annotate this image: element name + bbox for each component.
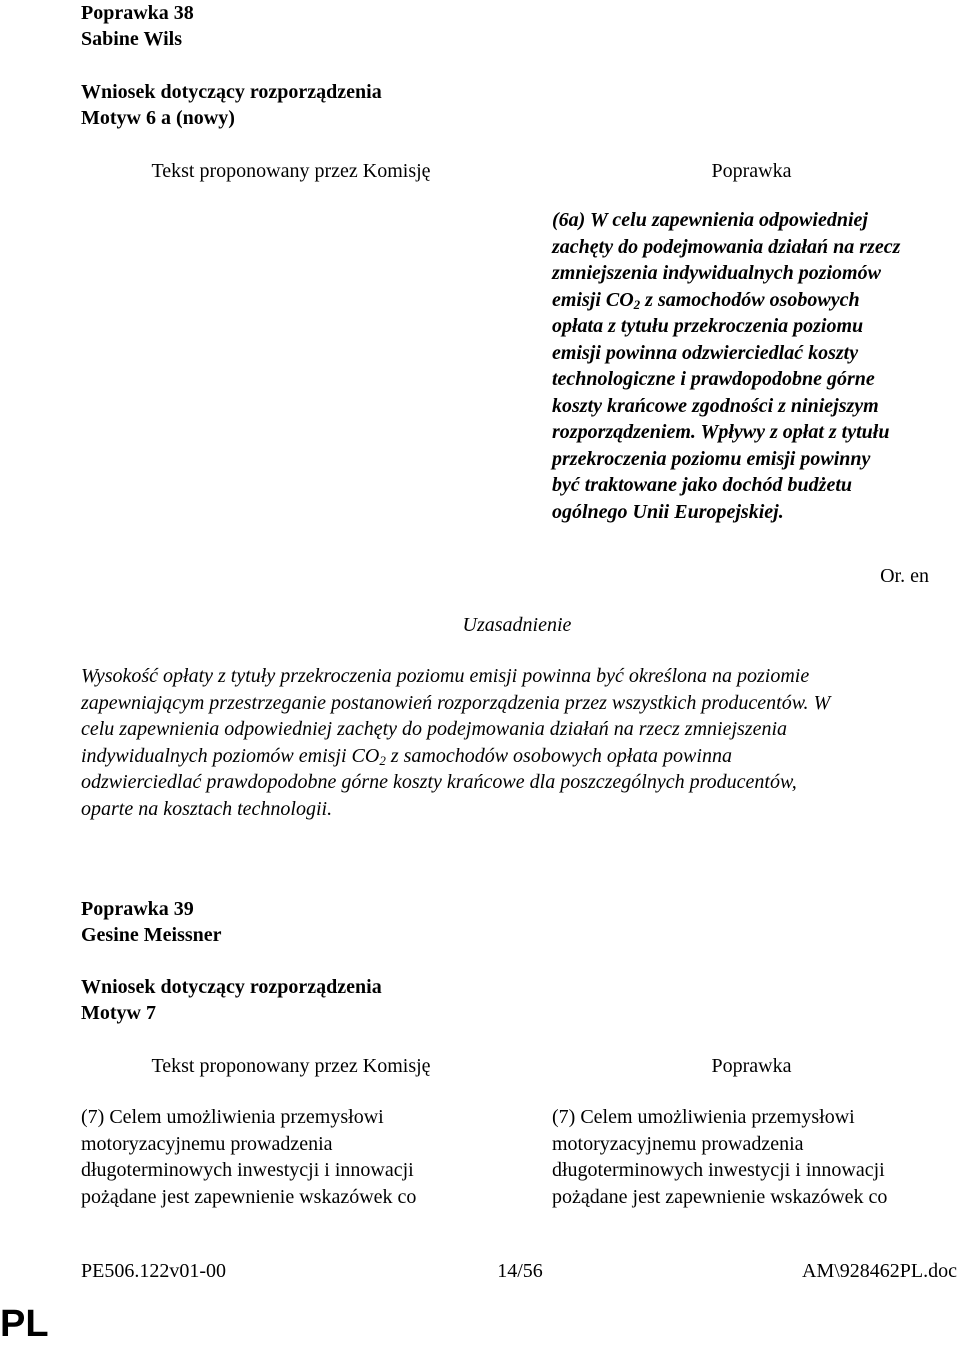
amendment-line: zachęty do podejmowania działań na rzecz [552, 235, 901, 258]
amendment-text-header: Poprawka [711, 160, 792, 182]
amendment-line: koszty krańcowe zgodności z niniejszym [552, 394, 879, 417]
amendment-text [552, 1104, 960, 1210]
language-code: PL [0, 1303, 49, 1345]
amendment-line: rozporządzeniem. Wpływy z opłat z tytułu [552, 421, 890, 443]
document-reference: PE506.122v01-00 [81, 1260, 226, 1282]
amendment-line: pożądane jest zapewnienie wskazówek co [552, 1185, 888, 1208]
commission-line: długoterminowych inwestycji i innowacji [81, 1159, 414, 1181]
amendment-line: przekroczenia poziomu emisji powinny [552, 447, 871, 470]
recital-label: Motyw 7 [81, 1002, 156, 1024]
amendment-line: technologiczne i prawdopodobne górne [552, 368, 875, 390]
amendment-line: zmniejszenia indywidualnych poziomów [552, 262, 881, 284]
justification-line: Wysokość opłaty z tytuły przekroczenia poziomu emisji powinna być określona na poziomie [81, 665, 810, 687]
amendment-number: Poprawka 38 [81, 2, 194, 24]
amendment-line: ogólnego Unii Europejskiej. [552, 500, 784, 523]
commission-line: pożądane jest zapewnienie wskazówek co [81, 1185, 417, 1208]
amendment-line: motoryzacyjnemu prowadzenia [552, 1132, 804, 1155]
amendment-line: (7) Celem umożliwienia przemysłowi [552, 1106, 855, 1128]
original-language: Or. en [880, 565, 929, 587]
amendment-text-header: Poprawka [711, 1055, 792, 1077]
justification-line: zapewniającym przestrzeganie postanowień rozporządzenia przez wszystkich producentów. W [81, 691, 831, 714]
justification-title: Uzasadnienie [462, 614, 572, 636]
amendment-line: być traktowane jako dochód budżetu [552, 474, 853, 496]
amendment-line: emisji powinna odzwierciedlać koszty [552, 341, 859, 364]
file-reference: AM\928462PL.doc [802, 1260, 957, 1282]
amendment-author: Sabine Wils [81, 28, 182, 50]
commission-text [81, 1104, 501, 1210]
justification-line: odzwierciedlać prawdopodobne górne koszty krańcowe dla poszczególnych producentów, [81, 771, 797, 793]
amendment-text [552, 207, 960, 525]
justification-text [81, 663, 953, 822]
commission-line: motoryzacyjnemu prowadzenia [81, 1132, 333, 1155]
amendment-line: długoterminowych inwestycji i innowacji [552, 1159, 885, 1181]
amendment-line: (6a) W celu zapewnienia odpowiedniej [552, 209, 868, 231]
commission-line: (7) Celem umożliwienia przemysłowi [81, 1106, 384, 1128]
justification-line: oparte na kosztach technologii. [81, 797, 333, 820]
page-number: 14/56 [497, 1260, 543, 1282]
amendment-number: Poprawka 39 [81, 898, 194, 920]
amendment-author: Gesine Meissner [81, 924, 222, 946]
justification-line: celu zapewnienia odpowiedniej zachęty do podejmowania działań na rzecz zmniejszenia [81, 718, 788, 740]
amendment-line: opłata z tytułu przekroczenia poziomu [552, 315, 864, 337]
proposal-title: Wniosek dotyczący rozporządzenia [81, 81, 382, 103]
justification-line: indywidualnych poziomów emisji $CO_2$ z samochodów osobowych opłata powinna [81, 744, 732, 768]
commission-text-header: Tekst proponowany przez Komisję [151, 160, 431, 182]
amendment-line: emisji $CO_2$ z samochodów osobowych [552, 288, 860, 312]
recital-label: Motyw 6 a (nowy) [81, 107, 235, 129]
commission-text-header: Tekst proponowany przez Komisję [151, 1055, 431, 1077]
proposal-title: Wniosek dotyczący rozporządzenia [81, 976, 382, 998]
